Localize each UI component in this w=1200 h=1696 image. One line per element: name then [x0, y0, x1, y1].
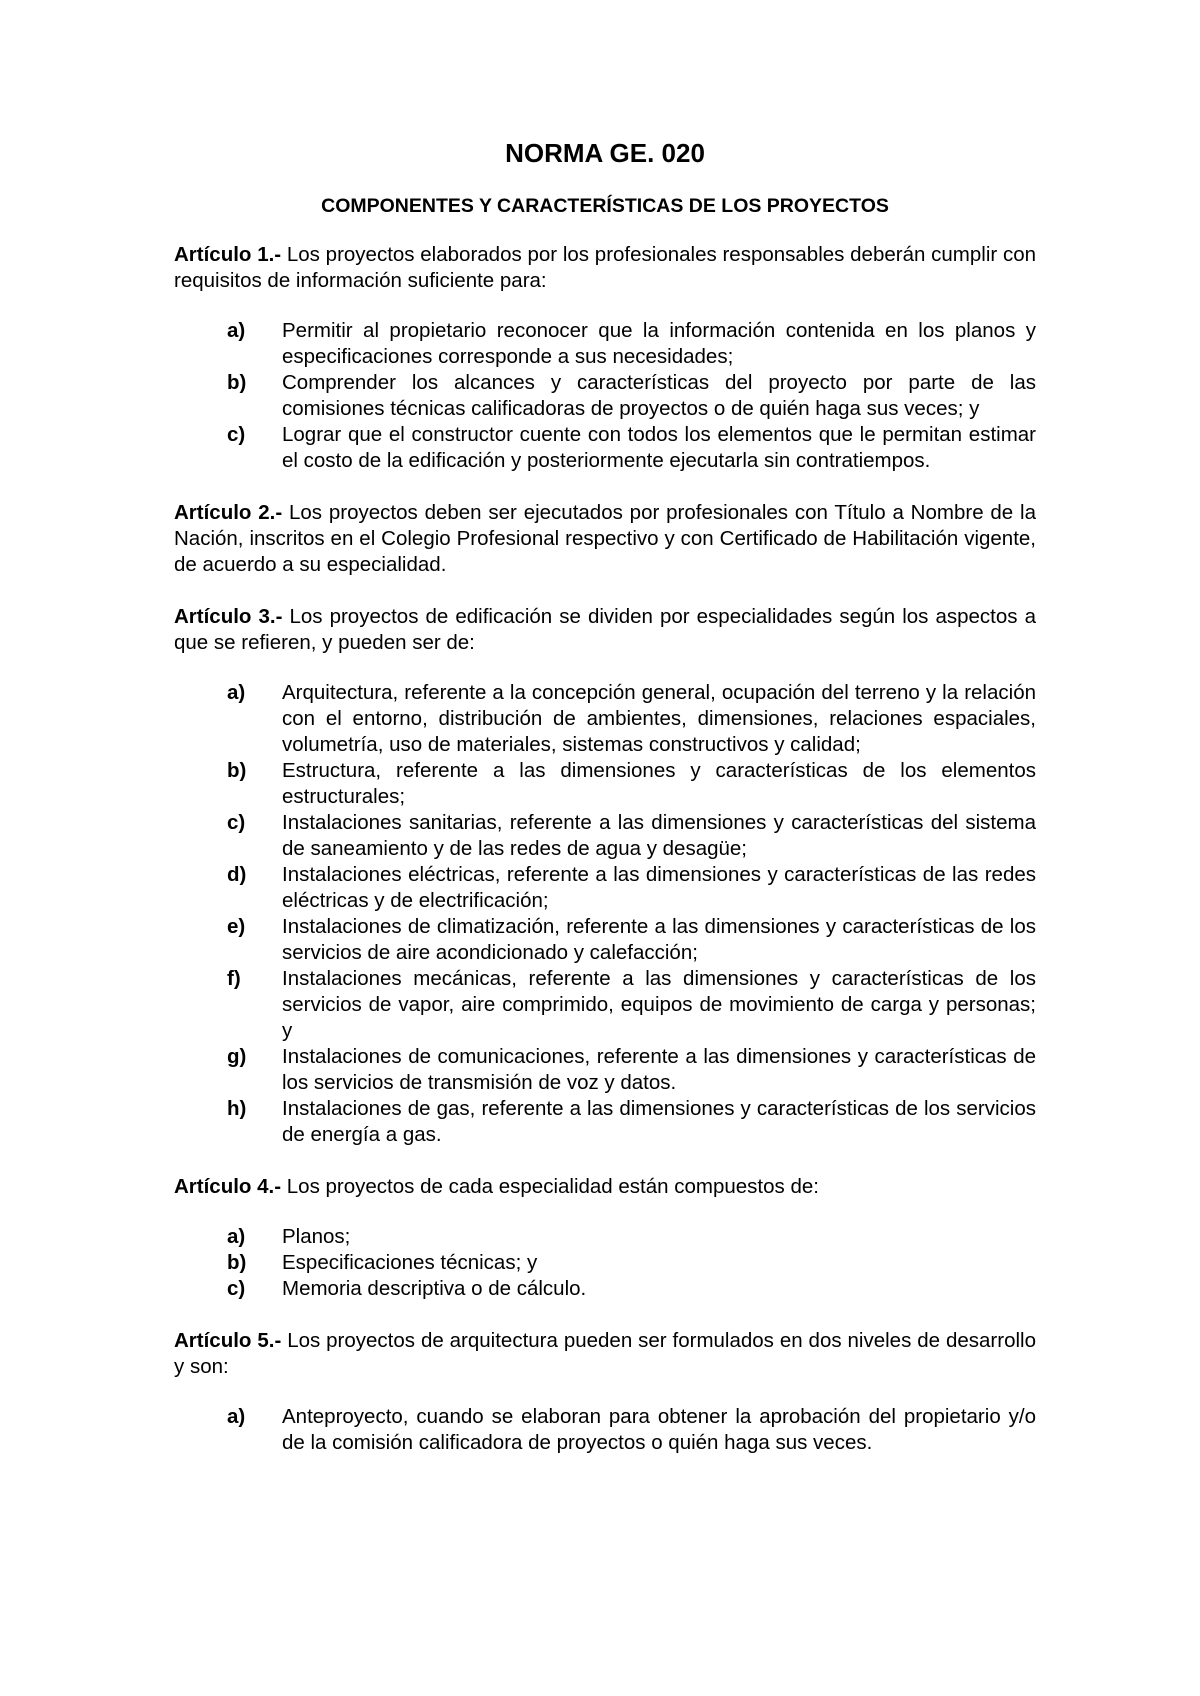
- list-item-text: Comprender los alcances y características del proyecto por parte de las comisiones técnicas calificadoras de proyectos o de quién haga sus veces; y: [282, 371, 1036, 420]
- list-item-letter: h): [227, 1097, 247, 1120]
- article-1: [174, 242, 1036, 294]
- list-item-text: Instalaciones eléctricas, referente a las dimensiones y características de las redes eléctricas y de electrificación;: [282, 863, 1036, 912]
- article-text: Los proyectos de edificación se dividen por especialidades según los aspectos a que se refieren, y pueden ser de:: [174, 605, 1036, 654]
- list-item-text: Especificaciones técnicas; y: [282, 1251, 538, 1274]
- list-item: [174, 758, 1036, 810]
- list-item: [174, 1250, 1036, 1276]
- document-page: [174, 138, 1036, 1482]
- list-item-letter: e): [227, 915, 246, 938]
- list-item-text: Instalaciones sanitarias, referente a las dimensiones y características del sistema de saneamiento y de las redes de agua y desagüe;: [282, 811, 1036, 860]
- list-item-letter: a): [227, 681, 246, 704]
- article-2: [174, 500, 1036, 578]
- article-5-list: [174, 1404, 1036, 1456]
- list-item: [174, 1404, 1036, 1456]
- list-item-letter: a): [227, 1225, 246, 1248]
- article-text: Los proyectos elaborados por los profesionales responsables deberán cumplir con requisitos de información suficiente para:: [174, 243, 1036, 292]
- list-item-letter: d): [227, 863, 247, 886]
- list-item-text: Memoria descriptiva o de cálculo.: [282, 1277, 587, 1300]
- document-subtitle: COMPONENTES Y CARACTERÍSTICAS DE LOS PROYECTOS: [321, 195, 889, 217]
- list-item-text: Instalaciones de climatización, referente a las dimensiones y características de los servicios de aire acondicionado y calefacción;: [282, 915, 1036, 964]
- list-item-letter: c): [227, 423, 246, 446]
- list-item: [174, 370, 1036, 422]
- list-item: [174, 862, 1036, 914]
- list-item-letter: c): [227, 811, 246, 834]
- article-label: Artículo 4.-: [174, 1175, 282, 1198]
- list-item-text: Arquitectura, referente a la concepción general, ocupación del terreno y la relación con el entorno, distribución de ambientes, dimensiones, relaciones espaciales, volumetría, uso de materiales, sistemas constructivos y calidad;: [282, 681, 1036, 756]
- article-4: [174, 1174, 1036, 1200]
- article-1-list: [174, 318, 1036, 474]
- article-label: Artículo 3.-: [174, 605, 283, 628]
- article-3-list: [174, 680, 1036, 1148]
- list-item-letter: b): [227, 371, 247, 394]
- list-item-text: Lograr que el constructor cuente con todos los elementos que le permitan estimar el costo de la edificación y posteriormente ejecutarla sin contratiempos.: [282, 423, 1036, 472]
- list-item-letter: a): [227, 319, 246, 342]
- list-item-text: Anteproyecto, cuando se elaboran para obtener la aprobación del propietario y/o de la comisión calificadora de proyectos o quién haga sus veces.: [282, 1405, 1036, 1454]
- article-label: Artículo 2.-: [174, 501, 283, 524]
- list-item: [174, 1276, 1036, 1302]
- list-item-text: Planos;: [282, 1225, 351, 1248]
- document-title: NORMA GE. 020: [505, 138, 705, 168]
- list-item-letter: g): [227, 1045, 247, 1068]
- article-4-list: [174, 1224, 1036, 1302]
- list-item: [174, 680, 1036, 758]
- article-text: Los proyectos deben ser ejecutados por profesionales con Título a Nombre de la Nación, inscritos en el Colegio Profesional respectivo y con Certificado de Habilitación vigente, de acuerdo a su especialidad.: [174, 501, 1036, 576]
- list-item-letter: f): [227, 967, 241, 990]
- list-item-letter: a): [227, 1405, 246, 1428]
- list-item-text: Instalaciones de gas, referente a las dimensiones y características de los servicios de energía a gas.: [282, 1097, 1036, 1146]
- list-item: [174, 1044, 1036, 1096]
- list-item-letter: c): [227, 1277, 246, 1300]
- list-item: [174, 1224, 1036, 1250]
- article-3: [174, 604, 1036, 656]
- list-item-text: Estructura, referente a las dimensiones y características de los elementos estructurales;: [282, 759, 1036, 808]
- list-item: [174, 422, 1036, 474]
- list-item: [174, 1096, 1036, 1148]
- article-label: Artículo 1.-: [174, 243, 282, 266]
- list-item: [174, 914, 1036, 966]
- article-5: [174, 1328, 1036, 1380]
- list-item: [174, 318, 1036, 370]
- article-text: Los proyectos de arquitectura pueden ser formulados en dos niveles de desarrollo y son:: [174, 1329, 1036, 1378]
- list-item: [174, 966, 1036, 1044]
- article-text: Los proyectos de cada especialidad están compuestos de:: [281, 1175, 819, 1198]
- article-label: Artículo 5.-: [174, 1329, 282, 1352]
- list-item-letter: b): [227, 759, 247, 782]
- list-item-text: Instalaciones mecánicas, referente a las dimensiones y características de los servicios de vapor, aire comprimido, equipos de movimiento de carga y personas; y: [282, 967, 1036, 1042]
- list-item: [174, 810, 1036, 862]
- list-item-text: Permitir al propietario reconocer que la información contenida en los planos y especificaciones corresponde a sus necesidades;: [282, 319, 1036, 368]
- list-item-text: Instalaciones de comunicaciones, referente a las dimensiones y características de los servicios de transmisión de voz y datos.: [282, 1045, 1036, 1094]
- list-item-letter: b): [227, 1251, 247, 1274]
